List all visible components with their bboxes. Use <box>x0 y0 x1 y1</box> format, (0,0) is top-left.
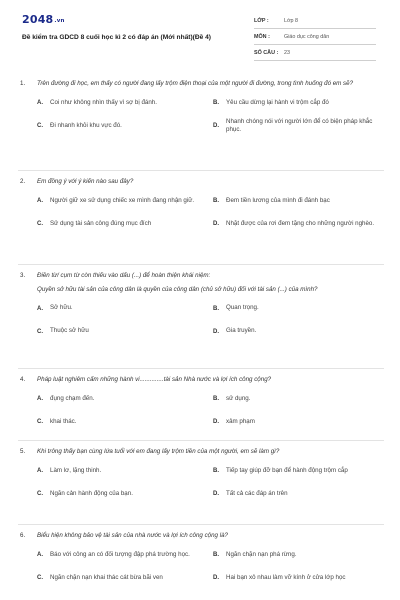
divider <box>18 170 384 171</box>
option-b[interactable] <box>213 193 385 210</box>
option-text: Nhặt được của rơi đem tặng cho những người nghèo. <box>226 219 375 227</box>
option-d[interactable] <box>213 118 385 135</box>
divider <box>18 440 384 441</box>
options <box>37 95 382 135</box>
option-text: Sở hữu. <box>50 304 73 312</box>
option-letter: B. <box>213 100 219 107</box>
option-d[interactable] <box>213 570 385 587</box>
option-a[interactable] <box>37 391 209 408</box>
option-c[interactable] <box>37 486 209 503</box>
option-text: Yêu cầu dừng lại hành vi trộm cắp đó <box>226 98 329 106</box>
option-text: Tất cả các đáp án trên <box>226 489 288 497</box>
question-text: Pháp luật nghiêm cấm những hành vi..............tài sản Nhà nước và lợi ích công cộng? <box>37 376 272 383</box>
option-b[interactable] <box>213 95 385 112</box>
option-text: Người giữ xe sử dụng chiếc xe mình đang nhận giữ. <box>50 196 195 204</box>
divider <box>18 264 384 265</box>
option-text: Ngăn chặn nạn phá rừng. <box>226 550 297 558</box>
question-number: 6. <box>20 532 26 539</box>
option-letter: C. <box>37 328 43 335</box>
option-d[interactable] <box>213 414 385 431</box>
option-letter: A. <box>37 396 43 403</box>
option-d[interactable] <box>213 323 385 340</box>
question-1 <box>20 80 382 135</box>
option-text: xâm phạm <box>226 417 255 425</box>
option-letter: D. <box>213 491 219 498</box>
option-letter: D. <box>213 575 219 582</box>
option-text: Đem tiền lương của mình đi đánh bạc <box>226 196 330 204</box>
question-5 <box>20 448 382 503</box>
meta-table <box>254 13 376 61</box>
option-a[interactable] <box>37 463 209 480</box>
logo-tld: .vn <box>54 18 65 24</box>
option-letter: B. <box>213 305 219 312</box>
option-text: Đi nhanh khỏi khu vực đó. <box>50 121 122 129</box>
option-c[interactable] <box>37 118 209 135</box>
option-letter: D. <box>213 419 219 426</box>
question-text: Điền từ/ cụm từ còn thiếu vào dấu (...) để hoàn thiện khái niệm: <box>37 272 211 279</box>
option-text: đụng chạm đến. <box>50 394 95 402</box>
option-c[interactable] <box>37 323 209 340</box>
option-a[interactable] <box>37 300 209 317</box>
question-2 <box>20 178 382 233</box>
question-number: 1. <box>20 80 26 87</box>
options <box>37 300 382 340</box>
option-text: khai thác. <box>50 417 77 425</box>
question-3 <box>20 272 382 340</box>
logo-main: 2048 <box>22 13 54 26</box>
option-a[interactable] <box>37 95 209 112</box>
option-text: Gia truyền. <box>226 327 257 335</box>
option-letter: A. <box>37 100 43 107</box>
meta-value: Lớp 8 <box>284 17 299 24</box>
option-letter: D. <box>213 221 219 228</box>
option-c[interactable] <box>37 570 209 587</box>
option-text: Ngăn chặn nạn khai thác cát bừa bãi ven <box>50 573 163 581</box>
option-b[interactable] <box>213 463 385 480</box>
option-text: Báo với công an có đối tượng đập phá trường học. <box>50 550 190 558</box>
site-logo[interactable] <box>22 13 65 26</box>
question-text: Biểu hiện không bảo vệ tài sản của nhà nước và lợi ích công cộng là? <box>37 532 228 539</box>
options <box>37 463 382 503</box>
option-text: Làm lơ, lặng thinh. <box>50 466 102 474</box>
document-header <box>0 0 400 58</box>
meta-row-class <box>254 13 376 29</box>
option-text: Hai bạn xô nhau làm vỡ kính ở cửa lớp học <box>226 573 346 581</box>
option-text: Nhanh chóng nói với người lớn để có biện pháp khắc phục. <box>226 117 373 134</box>
option-letter: A. <box>37 468 43 475</box>
option-text: sử dụng. <box>226 394 251 402</box>
option-b[interactable] <box>213 547 385 564</box>
option-text: Coi như không nhìn thấy vì sợ bị đánh. <box>50 98 157 106</box>
question-text: Trên đường đi học, em thấy có người đang lấy trộm điện thoại của một người đi đường, trong tình huống đó em sẽ? <box>37 80 354 87</box>
option-b[interactable] <box>213 391 385 408</box>
options <box>37 193 382 233</box>
option-b[interactable] <box>213 300 385 317</box>
option-a[interactable] <box>37 547 209 564</box>
option-letter: B. <box>213 468 219 475</box>
option-c[interactable] <box>37 414 209 431</box>
option-letter: B. <box>213 396 219 403</box>
option-text: Sử dụng tài sản công đúng mục đích <box>50 219 152 227</box>
question-text: Em đồng ý với ý kiến nào sau đây? <box>37 178 134 185</box>
question-text: Khi trông thấy bạn cùng lứa tuổi với em đang lấy trộm tiền của một người, em sẽ làm gì? <box>37 448 280 455</box>
option-c[interactable] <box>37 216 209 233</box>
option-letter: C. <box>37 221 43 228</box>
option-text: Ngăn cản hành động của bạn. <box>50 489 133 497</box>
option-a[interactable] <box>37 193 209 210</box>
option-letter: C. <box>37 123 43 130</box>
option-letter: D. <box>213 328 219 335</box>
option-letter: D. <box>213 123 219 130</box>
divider <box>18 368 384 369</box>
divider <box>18 524 384 525</box>
question-number: 5. <box>20 448 26 455</box>
option-letter: C. <box>37 491 43 498</box>
question-number: 2. <box>20 178 26 185</box>
meta-key: LỚP : <box>254 17 269 24</box>
options <box>37 391 382 431</box>
meta-key: SỐ CÂU : <box>254 49 279 56</box>
option-letter: C. <box>37 575 43 582</box>
meta-value: 23 <box>284 49 290 56</box>
question-number: 3. <box>20 272 26 279</box>
option-letter: B. <box>213 552 219 559</box>
option-letter: B. <box>213 198 219 205</box>
option-letter: A. <box>37 198 43 205</box>
option-letter: A. <box>37 305 43 312</box>
question-4 <box>20 376 382 431</box>
option-letter: A. <box>37 552 43 559</box>
meta-key: MÔN : <box>254 33 270 40</box>
document-title: Đề kiểm tra GDCD 8 cuối học kì 2 có đáp án (Mới nhất)(Đề 4) <box>22 34 211 41</box>
question-6 <box>20 532 382 587</box>
question-extra-text: Quyền sở hữu tài sản của công dân là quyền của công dân (chủ sở hữu) đối với tài sản (...) của mình? <box>37 285 318 293</box>
option-d[interactable] <box>213 486 385 503</box>
option-text: Tiếp tay giúp đỡ bạn để hành động trộm cắp <box>226 466 348 474</box>
meta-value: Giáo dục công dân <box>284 33 330 40</box>
options <box>37 547 382 587</box>
option-text: Thuộc sở hữu <box>50 327 89 335</box>
meta-row-subject <box>254 29 376 45</box>
option-text: Quan trọng. <box>226 304 259 312</box>
option-letter: C. <box>37 419 43 426</box>
option-d[interactable] <box>213 216 385 233</box>
meta-row-count <box>254 45 376 61</box>
question-number: 4. <box>20 376 26 383</box>
